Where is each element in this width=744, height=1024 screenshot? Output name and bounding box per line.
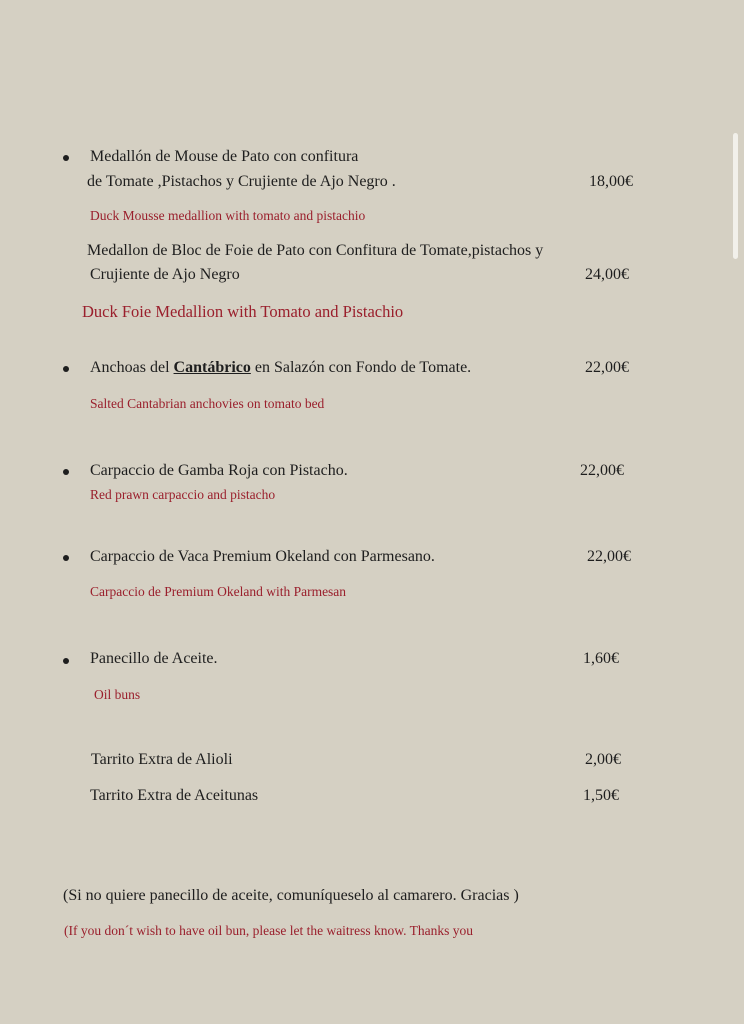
name-part: en Salazón con Fondo de Tomate. bbox=[250, 359, 472, 376]
extra-item-name: Tarrito Extra de Aceitunas bbox=[90, 787, 259, 804]
menu-item-price: 24,00€ bbox=[585, 266, 629, 283]
menu-item-english: Oil buns bbox=[94, 687, 141, 702]
name-part: Anchoas del bbox=[90, 359, 174, 376]
menu-item-price: 1,60€ bbox=[583, 650, 619, 667]
menu-item-name: Crujiente de Ajo Negro bbox=[90, 266, 240, 283]
name-highlight: Cantábrico bbox=[173, 359, 251, 376]
note-spanish: (Si no quiere panecillo de aceite, comuníqueselo al camarero. Gracias ) bbox=[63, 887, 519, 904]
menu-item-name: Carpaccio de Vaca Premium Okeland con Parmesano. bbox=[90, 548, 435, 565]
extra-item-price: 1,50€ bbox=[583, 787, 619, 804]
menu-item-name: de Tomate ,Pistachos y Crujiente de Ajo Negro . bbox=[87, 173, 396, 190]
menu-item-english: Carpaccio de Premium Okeland with Parmesan bbox=[90, 584, 347, 599]
menu-item-price: 22,00€ bbox=[585, 359, 629, 376]
menu-item-english: Red prawn carpaccio and pistacho bbox=[90, 487, 276, 502]
note-english: (If you don´t wish to have oil bun, please let the waitress know. Thanks you bbox=[64, 923, 474, 938]
menu-item-english: Duck Mousse medallion with tomato and pistachio bbox=[90, 208, 366, 223]
menu-item-english: Salted Cantabrian anchovies on tomato bed bbox=[90, 396, 325, 411]
bullet bbox=[63, 555, 69, 561]
extra-item-name: Tarrito Extra de Alioli bbox=[91, 751, 233, 768]
menu-item-price: 18,00€ bbox=[589, 173, 633, 190]
menu-item-price: 22,00€ bbox=[580, 462, 624, 479]
bullet bbox=[63, 658, 69, 664]
menu-item-name: Medallón de Mouse de Pato con confitura bbox=[90, 148, 359, 165]
menu-item-name: Medallon de Bloc de Foie de Pato con Confitura de Tomate,pistachos y bbox=[87, 242, 544, 259]
menu-item-name: Panecillo de Aceite. bbox=[90, 650, 218, 667]
bullet bbox=[63, 469, 69, 475]
menu-item-price: 22,00€ bbox=[587, 548, 631, 565]
scrollbar[interactable] bbox=[733, 133, 738, 259]
menu-item-name bbox=[90, 358, 471, 378]
bullet bbox=[63, 155, 69, 161]
extra-item-price: 2,00€ bbox=[585, 751, 621, 768]
bullet bbox=[63, 366, 69, 372]
menu-item-english: Duck Foie Medallion with Tomato and Pistachio bbox=[82, 302, 404, 321]
menu-item-name: Carpaccio de Gamba Roja con Pistacho. bbox=[90, 462, 348, 479]
